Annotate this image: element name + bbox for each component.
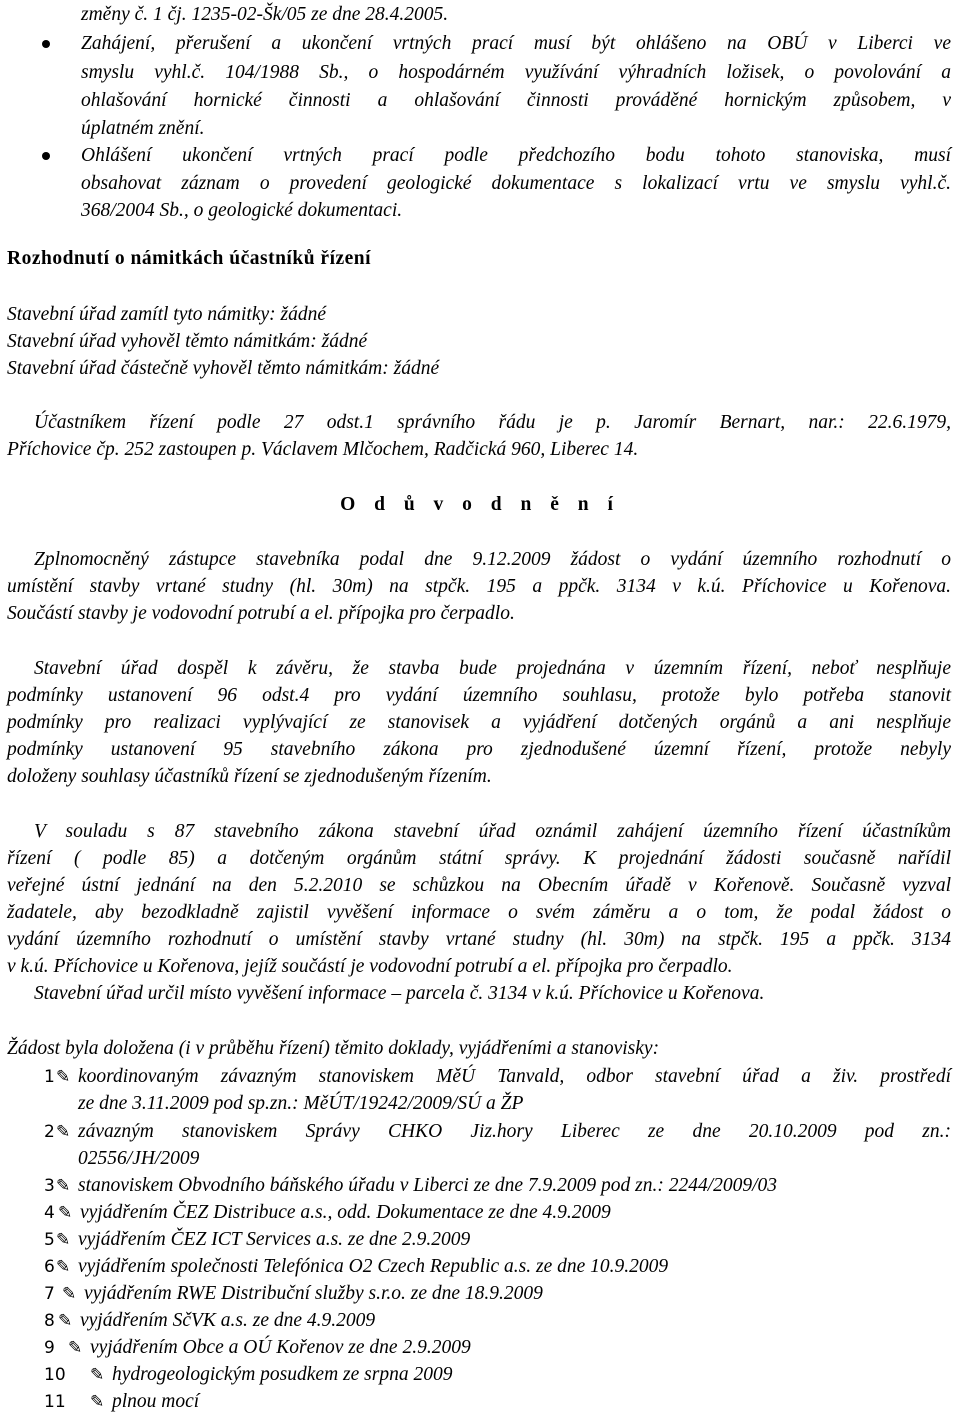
pencil-pointer-icon: ✎: [68, 1338, 83, 1358]
list-item: koordinovaným závazným stanoviskem MěÚ Tanvald, odbor stavební úřad a živ. prostředí: [78, 1066, 951, 1087]
pencil-pointer-icon: ✎: [90, 1392, 105, 1412]
text-line: smyslu vyhl.č. 104/1988 Sb., o hospodárném využívání výhradních ložisek, o povolování a: [81, 62, 951, 83]
list-item: závazným stanoviskem Správy CHKO Jiz.hory Liberec ze dne 20.10.2009 pod zn.:: [78, 1121, 951, 1142]
text-line: podmínky ustanovení 96 odst.4 pro vydání územního souhlasu, protože bylo potřeba stanovit: [7, 685, 951, 706]
text-line: Stavební úřad vyhověl těmto námitkám: žádné: [7, 331, 368, 352]
text-line: podmínky ustanovení 95 stavebního zákona pro zjednodušené územní řízení, protože nebyly: [7, 739, 951, 760]
section-heading: Rozhodnutí o námitkách účastníků řízení: [7, 248, 372, 269]
text-line: v k.ú. Příchovice u Kořenova, jejíž součástí je vodovodní potrubí a el. přípojka pro čerpadlo.: [7, 956, 733, 977]
text-line: Stavební úřad zamítl tyto námitky: žádné: [7, 304, 326, 325]
text-line: ohlašování hornické činnosti a ohlašování činnosti prováděné hornickým způsobem, v: [81, 90, 951, 111]
list-number-icon: 7: [44, 1284, 55, 1304]
text-line: změny č. 1 čj. 1235-02-Šk/05 ze dne 28.4.2005.: [81, 4, 449, 25]
list-item: stanoviskem Obvodního báňského úřadu v Liberci ze dne 7.9.2009 pod zn.: 2244/2009/03: [78, 1175, 778, 1196]
text-line: Žádost byla doložena (i v průběhu řízení) těmito doklady, vyjádřeními a stanovisky:: [7, 1038, 660, 1059]
list-item: vyjádřením RWE Distribuční služby s.r.o. ze dne 18.9.2009: [84, 1283, 543, 1304]
pencil-pointer-icon: ✎: [56, 1230, 71, 1250]
list-number-icon: 6: [44, 1257, 55, 1277]
text-line: doloženy souhlasy účastníků řízení se zjednodušeným řízením.: [7, 766, 492, 787]
pencil-pointer-icon: ✎: [56, 1176, 71, 1196]
list-item: vyjádřením společnosti Telefónica O2 Czech Republic a.s. ze dne 10.9.2009: [78, 1256, 669, 1277]
list-number-icon: 10: [44, 1365, 66, 1385]
pencil-pointer-icon: ✎: [58, 1203, 73, 1223]
list-number-icon: 11: [44, 1392, 66, 1412]
list-number-icon: 1: [44, 1067, 55, 1087]
text-line: řízení ( podle 85) a dotčeným orgánům státní správy. K projednání žádosti současně nařídil: [7, 848, 951, 869]
pencil-pointer-icon: ✎: [56, 1067, 71, 1087]
list-item: vyjádřením ČEZ Distribuce a.s., odd. Dokumentace ze dne 4.9.2009: [80, 1202, 611, 1223]
text-line: 368/2004 Sb., o geologické dokumentaci.: [81, 200, 403, 221]
bullet-icon: [42, 152, 50, 160]
text-line: podmínky pro realizaci vyplývající ze stanovisek a vyjádření dotčených orgánů a ani nesplňuje: [7, 712, 951, 733]
bullet-icon: [42, 40, 50, 48]
text-line: Součástí stavby je vodovodní potrubí a el. přípojka pro čerpadlo.: [7, 603, 515, 624]
list-number-icon: 4: [44, 1203, 55, 1223]
pencil-pointer-icon: ✎: [62, 1284, 77, 1304]
text-line: Zplnomocněný zástupce stavebníka podal dne 9.12.2009 žádost o vydání územního rozhodnutí o: [34, 549, 951, 570]
list-item: vyjádřením Obce a OÚ Kořenov ze dne 2.9.2009: [90, 1337, 471, 1358]
text-line: obsahovat záznam o provedení geologické dokumentace s lokalizací vrtu ve smyslu vyhl.č.: [81, 173, 951, 194]
list-number-icon: 2: [44, 1122, 55, 1142]
list-number-icon: 3: [44, 1176, 55, 1196]
text-line: Stavební úřad částečně vyhověl těmto námitkám: žádné: [7, 358, 440, 379]
list-item: plnou mocí: [112, 1391, 200, 1412]
list-number-icon: 5: [44, 1230, 55, 1250]
list-number-icon: 8: [44, 1311, 55, 1331]
list-item-continuation: ze dne 3.11.2009 pod sp.zn.: MěÚT/19242/2009/SÚ a ŽP: [78, 1093, 524, 1114]
text-line: Účastníkem řízení podle 27 odst.1 správního řádu je p. Jaromír Bernart, nar.: 22.6.1979,: [34, 412, 951, 433]
text-line: Příchovice čp. 252 zastoupen p. Václavem Mlčochem, Radčická 960, Liberec 14.: [7, 439, 639, 460]
text-line: žadatele, aby bezodkladně zajistil vyvěšení informace o svém záměru a o tom, že podal žádost o: [7, 902, 951, 923]
list-number-icon: 9: [44, 1338, 55, 1358]
pencil-pointer-icon: ✎: [58, 1311, 73, 1331]
text-line: Zahájení, přerušení a ukončení vrtných prací musí být ohlášeno na OBÚ v Liberci ve: [81, 33, 951, 54]
text-line: veřejné ústní jednání na den 5.2.2010 se schůzkou na Obecním úřadě v Kořenově. Současně vyzval: [7, 875, 951, 896]
pencil-pointer-icon: ✎: [56, 1257, 71, 1277]
text-line: Stavební úřad dospěl k závěru, že stavba bude projednána v územním řízení, neboť nesplňuje: [34, 658, 951, 679]
pencil-pointer-icon: ✎: [90, 1365, 105, 1385]
text-line: úplatném znění.: [81, 118, 205, 139]
list-item-continuation: 02556/JH/2009: [78, 1148, 200, 1169]
pencil-pointer-icon: ✎: [56, 1122, 71, 1142]
list-item: vyjádřením ČEZ ICT Services a.s. ze dne 2.9.2009: [78, 1229, 471, 1250]
text-line: V souladu s 87 stavebního zákona stavební úřad oznámil zahájení územního řízení účastníkům: [34, 821, 951, 842]
text-line: umístění stavby vrtané studny (hl. 30m) na stpčk. 195 a ppčk. 3134 v k.ú. Příchovice u Kořenova.: [7, 576, 951, 597]
list-item: hydrogeologickým posudkem ze srpna 2009: [112, 1364, 453, 1385]
text-line: Stavební úřad určil místo vyvěšení informace – parcela č. 3134 v k.ú. Příchovice u Kořenova.: [34, 983, 765, 1004]
section-heading: O d ů v o d n ě n í: [340, 494, 620, 515]
text-line: Ohlášení ukončení vrtných prací podle předchozího bodu tohoto stanoviska, musí: [81, 145, 951, 166]
list-item: vyjádřením SčVK a.s. ze dne 4.9.2009: [80, 1310, 376, 1331]
text-line: vydání územního rozhodnutí o umístění stavby vrtané studny (hl. 30m) na stpčk. 195 a ppčk. 3134: [7, 929, 951, 950]
